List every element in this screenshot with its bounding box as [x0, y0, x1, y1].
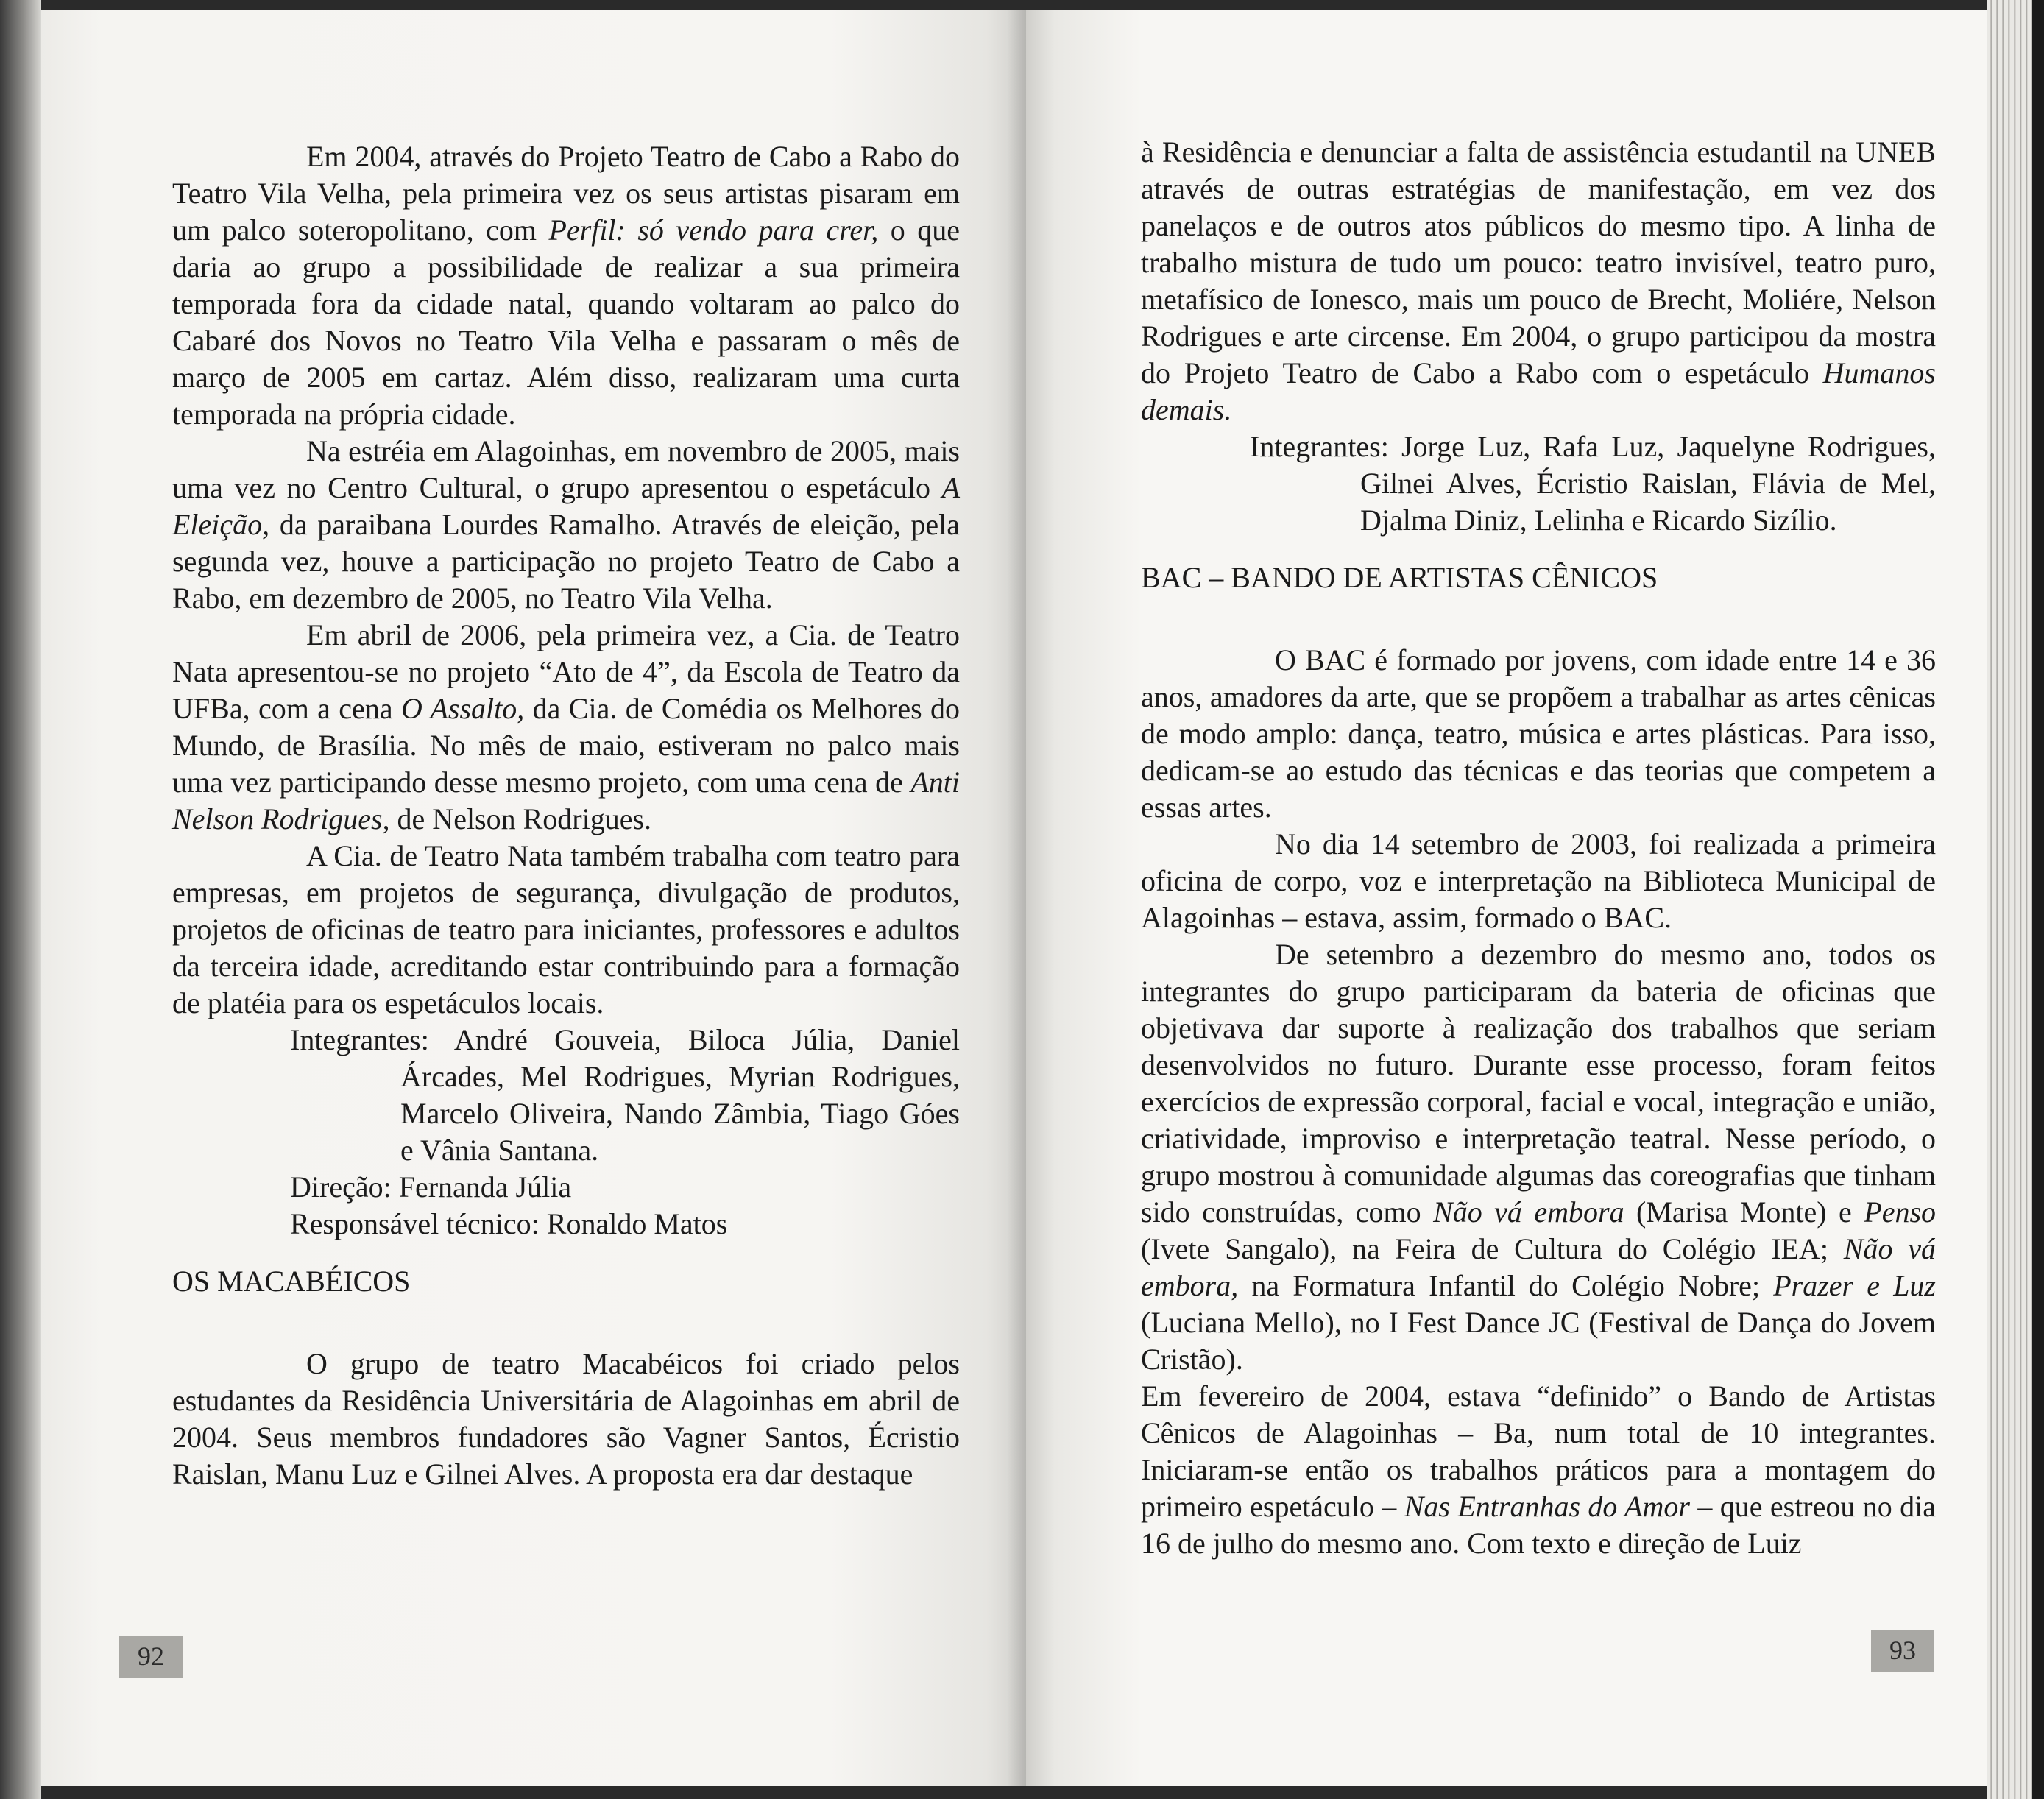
text-run: da Cia. de Comédia os Melhores do Mundo, de Brasília. No mês de maio, estiveram no palco mais uma vez participando desse mesmo projeto, com uma cena de — [172, 692, 961, 799]
section-heading: OS MACABÉICOS — [172, 1265, 411, 1298]
text-run: à Residência e denunciar a falta de assistência estudantil na UNEB através de outras estratégias de manifestação, em vez dos panelaços e de outros atos públicos do mesmo tipo. A linha de trabalho mistura de tudo um pouco: teatro invisível, teatro puro, metafísico de Ionesco, mais um pouco de Brecht, Moliére, Nelson Rodrigues e arte circense. Em 2004, o grupo participou da mostra do Projeto Teatro de Cabo a Rabo com o espetáculo — [1141, 135, 1936, 389]
text-run: na Formatura Infantil do Colégio Nobre; — [1238, 1269, 1774, 1302]
paragraph — [1141, 936, 1936, 1378]
paragraph — [172, 617, 960, 838]
paragraph: A Cia. de Teatro Nata também trabalha com teatro para empresas, em projetos de segurança, divulgação de produtos, projetos de oficinas de teatro para iniciantes, professores e adultos da terceira idade, acreditando estar contribuindo para a formação de platéia para os espetáculos locais. — [172, 839, 960, 1019]
paragraph — [172, 433, 960, 617]
text-run: Em 2004, através do Projeto Teatro de Cabo a Rabo do Teatro Vila Velha, pela primeira vez os seus artistas pisaram em um palco soteropolitano, com — [172, 140, 960, 247]
paragraph — [172, 138, 960, 433]
integrantes-list: Integrantes: Jorge Luz, Rafa Luz, Jaquelyne Rodrigues, Gilnei Alves, Écristio Raislan, Flávia de Mel, Djalma Diniz, Lelinha e Ricardo Sizílio. — [1250, 430, 1936, 537]
right-page-text — [1141, 134, 1936, 1562]
italic-title: Não vá embora, — [1141, 1232, 1937, 1302]
text-run: Em fevereiro de 2004, estava “definido” o Bando de Artistas Cênicos de Alagoinhas – Ba, num total de 10 integrantes. Iniciaram-se então os trabalhos práticos para a montagem do primeiro espetáculo – — [1141, 1379, 1936, 1523]
left-page-text — [172, 138, 960, 1493]
italic-title: Perfil: só vendo para crer, — [548, 213, 879, 247]
italic-title: A Eleição, — [172, 471, 960, 541]
paragraph: No dia 14 setembro de 2003, foi realizada a primeira oficina de corpo, voz e interpretação na Biblioteca Municipal de Alagoinhas – estava, assim, formado o BAC. — [1141, 827, 1936, 934]
text-run: Na estréia em Alagoinhas, em novembro de 2005, mais uma vez no Centro Cultural, o grupo apresentou o espetáculo — [172, 434, 960, 504]
page-number: 92 — [119, 1636, 183, 1678]
italic-title: Prazer e Luz — [1773, 1269, 1937, 1302]
right-page — [1026, 10, 1987, 1786]
direcao-line: Direção: Fernanda Júlia — [290, 1170, 572, 1204]
italic-title: O Assalto, — [400, 692, 525, 725]
page-number: 93 — [1871, 1630, 1934, 1672]
text-run: da paraibana Lourdes Ramalho. Através de eleição, pela segunda vez, houve a participação no projeto Teatro de Cabo a Rabo, em dezembro de 2005, no Teatro Vila Velha. — [172, 508, 960, 615]
text-run: De setembro a dezembro do mesmo ano, todos os integrantes do grupo participaram da bateria de oficinas que objetivava dar suporte à realização dos trabalhos que seriam desenvolvidos no futuro. Durante esse processo, foram feitos exercícios de expressão corporal, facial e vocal, integração e união, criatividade, improviso e interpretação teatral. Nesse período, o grupo mostrou à comunidade algumas das coreografias que tinham sido construídas, como — [1141, 938, 1936, 1229]
responsavel-line: Responsável técnico: Ronaldo Matos — [290, 1207, 728, 1240]
paragraph: O grupo de teatro Macabéicos foi criado pelos estudantes da Residência Universitária de Alagoinhas em abril de 2004. Seus membros fundadores são Vagner Santos, Écristio Raislan, Manu Luz e Gilnei Alves. A proposta era dar destaque — [172, 1347, 960, 1491]
paragraph — [1141, 1378, 1936, 1562]
section-heading: BAC – BANDO DE ARTISTAS CÊNICOS — [1141, 561, 1658, 594]
text-run: o que daria ao grupo a possibilidade de realizar a sua primeira temporada fora da cidade natal, quando voltaram ao palco do Cabaré dos Novos no Teatro Vila Velha e passaram o mês de março de 2005 em cartaz. Além disso, realizaram uma curta temporada na própria cidade. — [172, 213, 960, 431]
text-run: Em abril de 2006, pela primeira vez, a Cia. de Teatro Nata apresentou-se no projeto “Ato de 4”, da Escola de Teatro da UFBa, com a cena — [172, 618, 960, 725]
book-edge-right — [1987, 0, 2044, 1799]
italic-title: Não vá embora — [1433, 1195, 1624, 1229]
left-page — [41, 10, 1026, 1786]
text-run: – que estreou no dia 16 de julho do mesmo ano. Com texto e direção de Luiz — [1141, 1490, 1936, 1560]
text-run: (Marisa Monte) e — [1624, 1195, 1864, 1229]
text-run: (Ivete Sangalo), na Feira de Cultura do Colégio IEA; — [1141, 1232, 1844, 1265]
italic-title: Penso — [1864, 1195, 1937, 1229]
italic-title: Anti Nelson Rodrigues, — [172, 766, 960, 835]
text-run: (Luciana Mello), no I Fest Dance JC (Festival de Dança do Jovem Cristão). — [1141, 1306, 1936, 1376]
italic-title: Nas Entranhas do Amor — [1404, 1490, 1690, 1523]
paragraph: O BAC é formado por jovens, com idade entre 14 e 36 anos, amadores da arte, que se propõem a trabalhar as artes cênicas de modo amplo: dança, teatro, música e artes plásticas. Para isso, dedicam-se ao estudo das técnicas e das teorias que competem a essas artes. — [1141, 643, 1936, 824]
integrantes-list: Integrantes: André Gouveia, Biloca Júlia, Daniel Árcades, Mel Rodrigues, Myrian Rodrigues, Marcelo Oliveira, Nando Zâmbia, Tiago Góes e Vânia Santana. — [290, 1023, 960, 1167]
text-run: de Nelson Rodrigues. — [389, 802, 652, 835]
book-edge-left — [0, 0, 41, 1799]
italic-title: Humanos demais. — [1141, 356, 1936, 426]
paragraph — [1141, 134, 1936, 428]
